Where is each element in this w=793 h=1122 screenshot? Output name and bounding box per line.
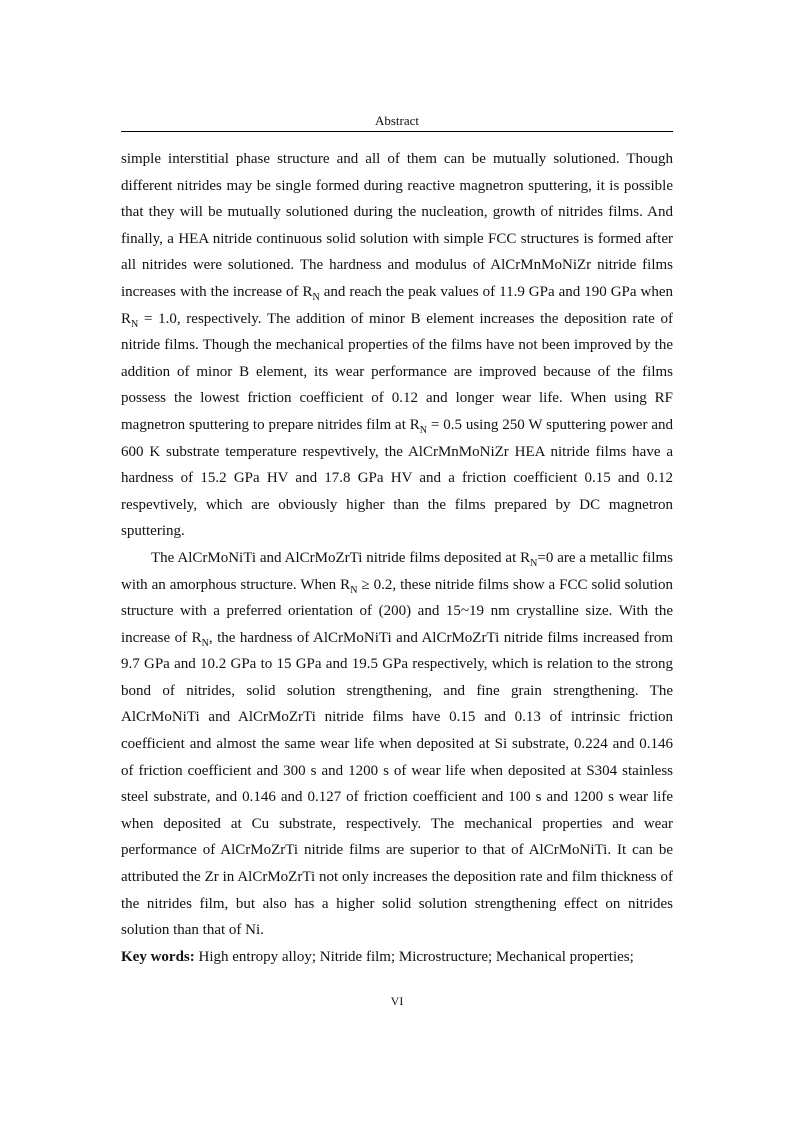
abstract-paragraph-1: simple interstitial phase structure and all of them can be mutually solutioned. Though different nitrides may be single formed during reactive magnetron sputtering, it is possible that they will be mutually solutioned during the nucleation, growth of nitrides films. And finally, a HEA nitride continuous solid solution with simple FCC structures is formed after all nitrides were solutioned. The hardness and modulus of AlCrMnMoNiZr nitride films increases with the increase of $R_N$ and reach the peak values of 11.9 GPa and 190 GPa when $R_N = 1.0$, respectively. The addition of minor B element increases the deposition rate of nitride films. Though the mechanical properties of the films have not been improved by the addition of minor B element, its wear performance are improved because of the films possess the lowest friction coefficient of 0.12 and longer wear life. When using RF magnetron sputtering to prepare nitrides film at $R_N = 0.5$ using 250 W sputtering power and 600 K substrate temperature respevtively, the AlCrMnMoNiZr HEA nitride films have a hardness of 15.2 GPa HV and 17.8 GPa HV and a friction coefficient 0.15 and 0.12 respevtively, which are obviously higher than the films prepared by DC magnetron sputtering.: [121, 151, 673, 540]
keywords-line: [121, 944, 673, 971]
abstract-paragraph-2: The AlCrMoNiTi and AlCrMoZrTi nitride films deposited at $R_N=0$ are a metallic films with an amorphous structure. When $R_N \ge 0.2$, these nitride films show a FCC solid solution structure with a preferred orientation of (200) and 15~19 nm crystalline size. With the increase of $R_N$, the hardness of AlCrMoNiTi and AlCrMoZrTi nitride films increased from 9.7 GPa and 10.2 GPa to 15 GPa and 19.5 GPa respectively, which is relation to the strong bond of nitrides, solid solution strengthening, and fine grain strengthening. The AlCrMoNiTi and AlCrMoZrTi nitride films have 0.15 and 0.13 of intrinsic friction coefficient and almost the same wear life when deposited at Si substrate, 0.224 and 0.146 of friction coefficient and 300 s and 1200 s of wear life when deposited at S304 stainless steel substrate, and 0.146 and 0.127 of friction coefficient and 100 s and 1200 s wear life when deposited at Cu substrate, respectively. The mechanical properties and wear performance of AlCrMoZrTi nitride films are superior to that of AlCrMoNiTi. It can be attributed the Zr in AlCrMoZrTi not only increases the deposition rate and film thickness of the nitrides film, but also has a higher solid solution strengthening effect on nitrides solution than that of Ni.: [121, 549, 673, 939]
page-number: VI: [390, 994, 404, 1008]
header-divider: [121, 131, 673, 132]
keywords-text: High entropy alloy; Nitride film; Microstructure; Mechanical properties;: [198, 948, 634, 965]
page-header-title: Abstract: [374, 113, 420, 128]
keywords-label: Key words:: [121, 948, 195, 965]
abstract-body: [121, 146, 673, 970]
